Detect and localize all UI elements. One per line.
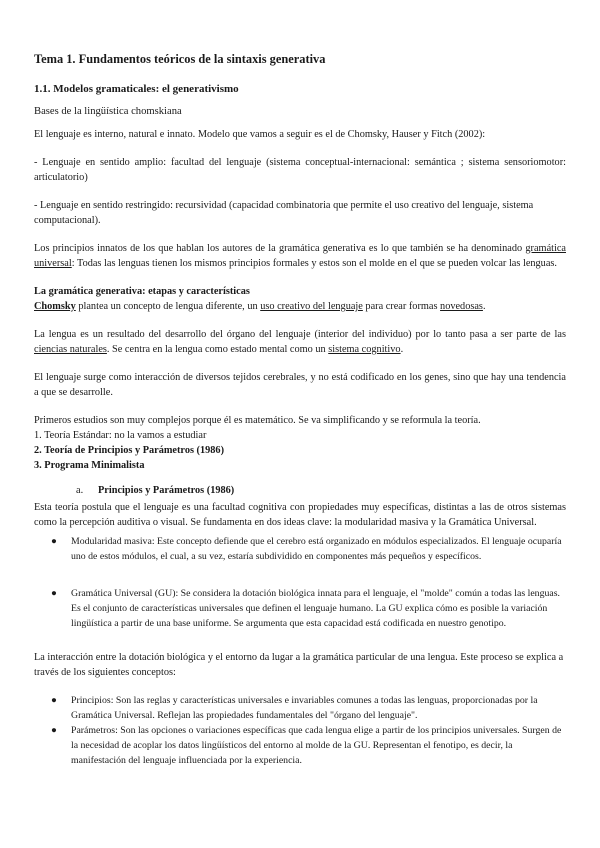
organ-text-b: . Se centra en la lengua como estado mental como un bbox=[106, 344, 329, 355]
list-item-lead: Modularidad masiva bbox=[71, 535, 152, 547]
list-item-lead: Principios bbox=[71, 694, 111, 706]
document-title: Tema 1. Fundamentos teóricos de la sintaxis generativa bbox=[34, 52, 326, 66]
concepts-list bbox=[34, 693, 566, 769]
interaction-paragraph: La interacción entre la dotación biológica y el entorno da lugar a la gramática particular de una lengua. Este proceso se explica a través de los siguientes conceptos: bbox=[34, 651, 564, 679]
section-heading: 1.1. Modelos gramaticales: el generativismo bbox=[34, 83, 239, 95]
pp-marker: a. bbox=[76, 484, 84, 496]
stages-text-a: plantea un concepto de lengua diferente, un bbox=[75, 301, 261, 312]
bullet-icon: ● bbox=[51, 535, 57, 547]
list-item-lead: Gramática Universal (GU) bbox=[71, 587, 176, 599]
pp-paragraph: Esta teoría postula que el lenguaje es una facultad cognitiva con propiedades muy específicas, distintas a las de otros sistemas como la percepción auditiva o visual. Se fundamenta en dos ideas clave: la modularidad masiva y la Gramática Universal. bbox=[34, 501, 566, 528]
list-item-lead: 3. Programa Minimalista bbox=[34, 459, 145, 471]
list-item bbox=[34, 458, 566, 473]
key-ideas-list bbox=[34, 534, 566, 632]
underlined-term-cognitive-system: sistema cognitivo bbox=[328, 344, 401, 355]
list-item bbox=[34, 534, 566, 564]
broad-sense-paragraph bbox=[34, 155, 566, 186]
pp-subheading bbox=[34, 485, 566, 496]
broad-sense-text: facultad del lenguaje (sistema conceptual-internacional: semántica ; sistema sensoriomotor: articulatorio) bbox=[34, 156, 566, 183]
stages-paragraph bbox=[34, 299, 566, 315]
principles-text-b: : Todas las lenguas tienen los mismos principios formales y estos son el molde en el que se pueden volcar las lenguas. bbox=[71, 258, 557, 269]
underlined-term-universal-grammar: gramática universal bbox=[34, 242, 566, 269]
stages-list bbox=[34, 413, 566, 473]
first-studies-line: Primeros estudios son muy complejos porque él es matemático. Se va simplificando y se reformula la teoría. bbox=[34, 414, 481, 426]
principles-text-a: Los principios innatos de los que hablan los autores de la gramática generativa es lo que también se ha denominado bbox=[34, 242, 526, 254]
underlined-term-creative-use: uso creativo del lenguaje bbox=[260, 301, 363, 312]
stages-text-c: . bbox=[482, 301, 486, 312]
bullet-icon: ● bbox=[51, 587, 57, 599]
narrow-sense-paragraph bbox=[34, 198, 566, 229]
principles-paragraph bbox=[34, 241, 566, 272]
list-item-text: no la vamos a estudiar bbox=[111, 429, 207, 441]
list-item-lead: 1. Teoría Estándar: bbox=[34, 429, 112, 441]
organ-paragraph bbox=[34, 327, 566, 358]
list-item-text: : Se considera la dotación biológica innata para el lenguaje, el "molde" común a todas las lenguas. Es el conjunto de características universales que definen el lenguaje humano. La GU explica cómo es posible la variación lingüística a partir de una base uniforme. Se argumenta que esta capacidad está codificada en nuestro genotipo. bbox=[71, 587, 560, 630]
list-item-text: : Son las opciones o variaciones específicas que cada lengua elige a partir de los principios universales. Surgen de la necesidad de acoplar los datos lingüísticos del entorno al molde de la GU. Representan el fenotipo, es decir, la manifestación del lenguaje influenciada por la experiencia. bbox=[71, 724, 562, 767]
list-item bbox=[34, 693, 566, 723]
underlined-term-novel: novedosas bbox=[440, 301, 483, 312]
list-item-text: : Son las reglas y características universales e invariables comunes a todas las lenguas, proporcionadas por la Gramática Universal. Reflejan las propiedades fundamentales del "órgano del lenguaje". bbox=[71, 694, 538, 721]
list-item-lead: Parámetros bbox=[71, 724, 116, 736]
intro-paragraph: El lenguaje es interno, natural e innato. Modelo que vamos a seguir es el de Chomsky, Hauser y Fitch (2002): bbox=[34, 129, 486, 140]
list-item bbox=[34, 443, 566, 458]
bullet-icon: ● bbox=[51, 724, 57, 736]
underlined-term-natural-sciences: ciencias naturales bbox=[34, 344, 107, 355]
list-item bbox=[34, 723, 566, 769]
narrow-sense-lead: - Lenguaje en sentido restringido: bbox=[34, 199, 173, 211]
stages-heading: La gramática generativa: etapas y características bbox=[34, 285, 250, 297]
organ-text-a: La lengua es un resultado del desarrollo del órgano del lenguaje (interior del individuo) por lo tanto pasa a ser parte de las bbox=[34, 328, 566, 340]
stages-text-b: para crear formas bbox=[362, 301, 441, 312]
list-item bbox=[34, 428, 566, 443]
list-item bbox=[34, 586, 566, 632]
narrow-sense-text: recursividad (capacidad combinatoria que permite el uso creativo del lenguaje, sistema computacional). bbox=[34, 199, 534, 226]
list-item-text: : Este concepto defiende que el cerebro está organizado en módulos especializados. El lenguaje ocuparía uno de estos módulos, el cual, a su vez, estaría subdividido en componentes más pequeños y específicos. bbox=[71, 535, 562, 562]
bullet-icon: ● bbox=[51, 694, 57, 706]
organ-text-c: . bbox=[400, 344, 404, 355]
pp-heading-text: Principios y Parámetros (1986) bbox=[98, 484, 235, 496]
subsection-heading: Bases de la lingüística chomskiana bbox=[34, 106, 182, 117]
list-item-lead: 2. Teoría de Principios y Parámetros (1986) bbox=[34, 444, 224, 456]
broad-sense-lead: - Lenguaje en sentido amplio: bbox=[34, 156, 167, 168]
tissues-paragraph: El lenguaje surge como interacción de diversos tejidos cerebrales, y no está codificado en los genes, sino que hay una tendencia a que se desarrolle. bbox=[34, 371, 566, 398]
underlined-term-chomsky: Chomsky bbox=[34, 301, 76, 312]
